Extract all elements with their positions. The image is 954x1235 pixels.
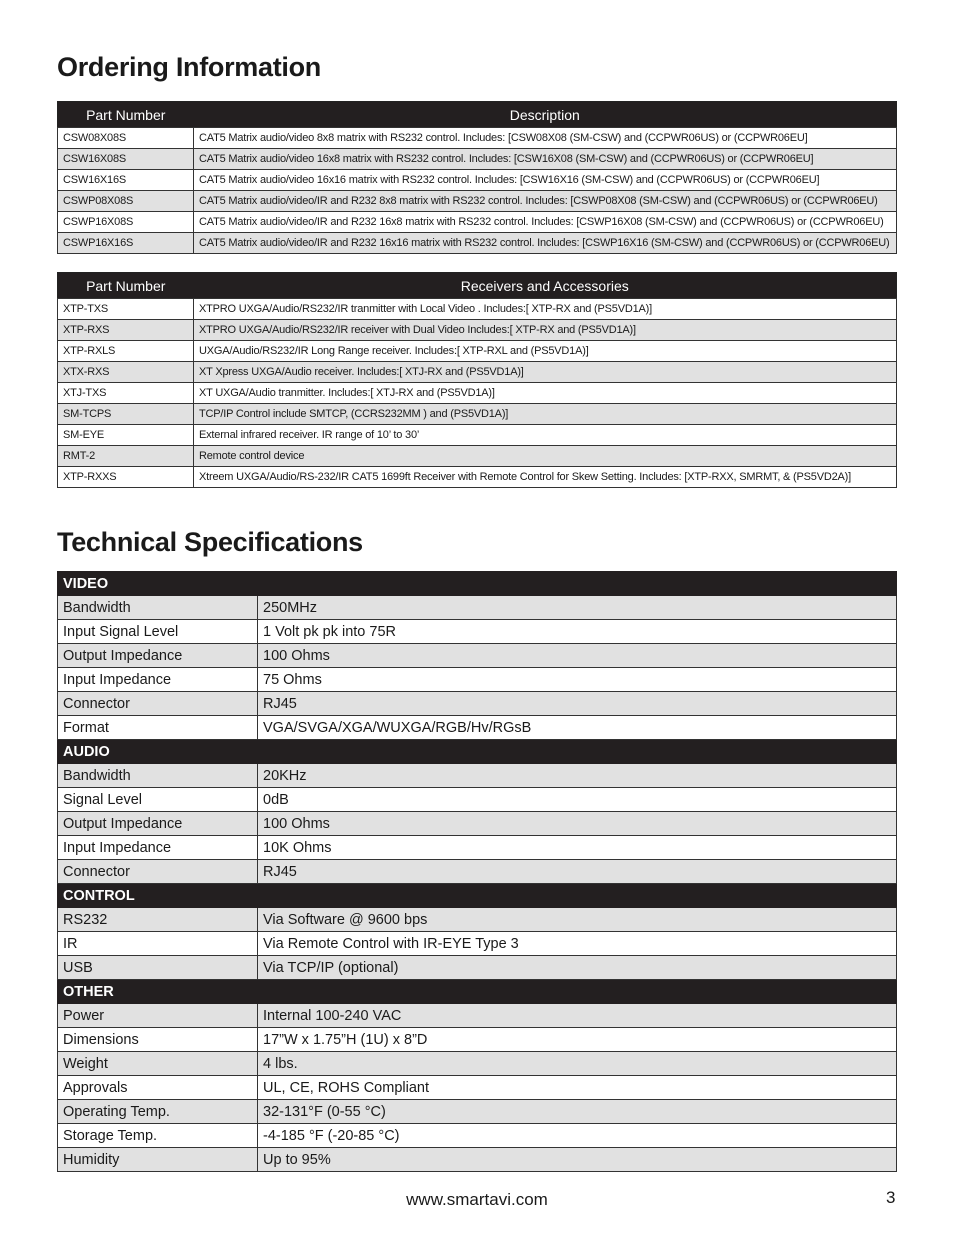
description-cell: CAT5 Matrix audio/video/IR and R232 16x8 matrix with RS232 control. Includes: [CSWP16X08 (SM-CSW) and (CCPWR06US) or (CCPWR06EU) <box>194 212 897 233</box>
spec-label: Weight <box>58 1052 258 1076</box>
receivers-table <box>57 272 897 488</box>
part-number-cell: CSW08X08S <box>58 128 194 149</box>
table-row <box>58 233 897 254</box>
table-row <box>58 404 897 425</box>
spec-value: 0dB <box>258 788 897 812</box>
description-cell: Remote control device <box>194 446 897 467</box>
part-number-cell: CSWP16X08S <box>58 212 194 233</box>
table-row <box>58 1028 897 1052</box>
technical-specs-title: Technical Specifications <box>57 527 363 557</box>
spec-label: Format <box>58 716 258 740</box>
table-row <box>58 836 897 860</box>
spec-value: Internal 100-240 VAC <box>258 1004 897 1028</box>
spec-value: 75 Ohms <box>258 668 897 692</box>
table-row <box>58 1124 897 1148</box>
spec-label: Operating Temp. <box>58 1100 258 1124</box>
spec-label: IR <box>58 932 258 956</box>
section-header-row <box>58 980 897 1004</box>
spec-label: Input Impedance <box>58 668 258 692</box>
description-cell: XTPRO UXGA/Audio/RS232/IR tranmitter with Local Video . Includes:[ XTP-RX and (PS5VD1A)] <box>194 299 897 320</box>
part-number-cell: CSWP08X08S <box>58 191 194 212</box>
part-number-cell: CSWP16X16S <box>58 233 194 254</box>
section-header-row <box>58 740 897 764</box>
header-description: Description <box>194 102 897 128</box>
spec-label: USB <box>58 956 258 980</box>
spec-label: Power <box>58 1004 258 1028</box>
spec-label: Bandwidth <box>58 764 258 788</box>
table-row <box>58 191 897 212</box>
table-row <box>58 467 897 488</box>
section-name: CONTROL <box>58 884 897 908</box>
spec-value: RJ45 <box>258 692 897 716</box>
description-cell: Xtreem UXGA/Audio/RS-232/IR CAT5 1699ft Receiver with Remote Control for Skew Setting. Includes: [XTP-RXX, SMRMT, & (PS5VD2A)] <box>194 467 897 488</box>
table-row <box>58 320 897 341</box>
header-part-number: Part Number <box>58 273 194 299</box>
spec-label: Bandwidth <box>58 596 258 620</box>
table-row <box>58 341 897 362</box>
spec-value: 20KHz <box>258 764 897 788</box>
table-row <box>58 764 897 788</box>
spec-value: VGA/SVGA/XGA/WUXGA/RGB/Hv/RGsB <box>258 716 897 740</box>
part-number-cell: SM-TCPS <box>58 404 194 425</box>
description-cell: CAT5 Matrix audio/video/IR and R232 8x8 matrix with RS232 control. Includes: [CSWP08X08 (SM-CSW) and (CCPWR06US) or (CCPWR06EU) <box>194 191 897 212</box>
section-header-row <box>58 572 897 596</box>
description-cell: UXGA/Audio/RS232/IR Long Range receiver. Includes:[ XTP-RXL and (PS5VD1A)] <box>194 341 897 362</box>
table-row <box>58 446 897 467</box>
table-row <box>58 788 897 812</box>
table-row <box>58 692 897 716</box>
table-row <box>58 383 897 404</box>
footer-url: www.smartavi.com <box>406 1190 548 1209</box>
spec-label: Connector <box>58 692 258 716</box>
table-row <box>58 644 897 668</box>
table-header-row <box>58 102 897 128</box>
spec-label: Approvals <box>58 1076 258 1100</box>
spec-value: -4-185 °F (-20-85 °C) <box>258 1124 897 1148</box>
description-cell: External infrared receiver. IR range of 10’ to 30’ <box>194 425 897 446</box>
spec-label: Output Impedance <box>58 812 258 836</box>
spec-table <box>57 571 897 1172</box>
spec-value: 32-131°F (0-55 °C) <box>258 1100 897 1124</box>
part-number-cell: XTP-RXLS <box>58 341 194 362</box>
table-row <box>58 212 897 233</box>
part-number-cell: CSW16X16S <box>58 170 194 191</box>
table-row <box>58 908 897 932</box>
table-row <box>58 956 897 980</box>
table-row <box>58 149 897 170</box>
header-part-number: Part Number <box>58 102 194 128</box>
spec-label: Dimensions <box>58 1028 258 1052</box>
spec-label: Input Signal Level <box>58 620 258 644</box>
ordering-title: Ordering Information <box>57 52 322 82</box>
table-row <box>58 1148 897 1172</box>
part-number-cell: XTJ-TXS <box>58 383 194 404</box>
table-row <box>58 716 897 740</box>
section-name: AUDIO <box>58 740 897 764</box>
table-row <box>58 1052 897 1076</box>
spec-value: 250MHz <box>258 596 897 620</box>
table-row <box>58 1100 897 1124</box>
table-row <box>58 860 897 884</box>
description-cell: TCP/IP Control include SMTCP, (CCRS232MM ) and (PS5VD1A)] <box>194 404 897 425</box>
table-row <box>58 170 897 191</box>
description-cell: CAT5 Matrix audio/video 8x8 matrix with RS232 control. Includes: [CSW08X08 (SM-CSW) and (CCPWR06US) or (CCPWR06EU] <box>194 128 897 149</box>
table-row <box>58 932 897 956</box>
table-row <box>58 299 897 320</box>
part-number-cell: RMT-2 <box>58 446 194 467</box>
spec-value: Via TCP/IP (optional) <box>258 956 897 980</box>
section-header-row <box>58 884 897 908</box>
spec-value: RJ45 <box>258 860 897 884</box>
spec-label: Storage Temp. <box>58 1124 258 1148</box>
part-number-cell: CSW16X08S <box>58 149 194 170</box>
spec-value: 4 lbs. <box>258 1052 897 1076</box>
section-name: OTHER <box>58 980 897 1004</box>
description-cell: XT Xpress UXGA/Audio receiver. Includes:[ XTJ-RX and (PS5VD1A)] <box>194 362 897 383</box>
part-number-cell: XTP-RXXS <box>58 467 194 488</box>
section-name: VIDEO <box>58 572 897 596</box>
spec-label: RS232 <box>58 908 258 932</box>
description-cell: XTPRO UXGA/Audio/RS232/IR receiver with Dual Video Includes:[ XTP-RX and (PS5VD1A)] <box>194 320 897 341</box>
description-cell: CAT5 Matrix audio/video/IR and R232 16x16 matrix with RS232 control. Includes: [CSWP16X16 (SM-CSW) and (CCPWR06US) or (CCPWR06EU) <box>194 233 897 254</box>
table-row <box>58 1076 897 1100</box>
table-row <box>58 620 897 644</box>
part-number-cell: XTX-RXS <box>58 362 194 383</box>
table-row <box>58 425 897 446</box>
page-number: 3 <box>886 1188 896 1207</box>
description-cell: XT UXGA/Audio tranmitter. Includes:[ XTJ-RX and (PS5VD1A)] <box>194 383 897 404</box>
spec-label: Humidity <box>58 1148 258 1172</box>
spec-label: Connector <box>58 860 258 884</box>
description-cell: CAT5 Matrix audio/video 16x8 matrix with RS232 control. Includes: [CSW16X08 (SM-CSW) and (CCPWR06US) or (CCPWR06EU] <box>194 149 897 170</box>
table-row <box>58 596 897 620</box>
spec-value: Via Remote Control with IR-EYE Type 3 <box>258 932 897 956</box>
spec-label: Input Impedance <box>58 836 258 860</box>
spec-value: 10K Ohms <box>258 836 897 860</box>
table-row <box>58 1004 897 1028</box>
spec-label: Output Impedance <box>58 644 258 668</box>
spec-value: Via Software @ 9600 bps <box>258 908 897 932</box>
spec-value: Up to 95% <box>258 1148 897 1172</box>
spec-value: 1 Volt pk pk into 75R <box>258 620 897 644</box>
spec-value: 17”W x 1.75”H (1U) x 8”D <box>258 1028 897 1052</box>
part-number-cell: XTP-RXS <box>58 320 194 341</box>
ordering-table <box>57 101 897 254</box>
spec-label: Signal Level <box>58 788 258 812</box>
part-number-cell: XTP-TXS <box>58 299 194 320</box>
table-row <box>58 812 897 836</box>
header-receivers-accessories: Receivers and Accessories <box>194 273 897 299</box>
spec-value: UL, CE, ROHS Compliant <box>258 1076 897 1100</box>
description-cell: CAT5 Matrix audio/video 16x16 matrix with RS232 control. Includes: [CSW16X16 (SM-CSW) and (CCPWR06US) or (CCPWR06EU] <box>194 170 897 191</box>
table-header-row <box>58 273 897 299</box>
spec-value: 100 Ohms <box>258 644 897 668</box>
table-row <box>58 668 897 692</box>
spec-value: 100 Ohms <box>258 812 897 836</box>
table-row <box>58 128 897 149</box>
table-row <box>58 362 897 383</box>
part-number-cell: SM-EYE <box>58 425 194 446</box>
